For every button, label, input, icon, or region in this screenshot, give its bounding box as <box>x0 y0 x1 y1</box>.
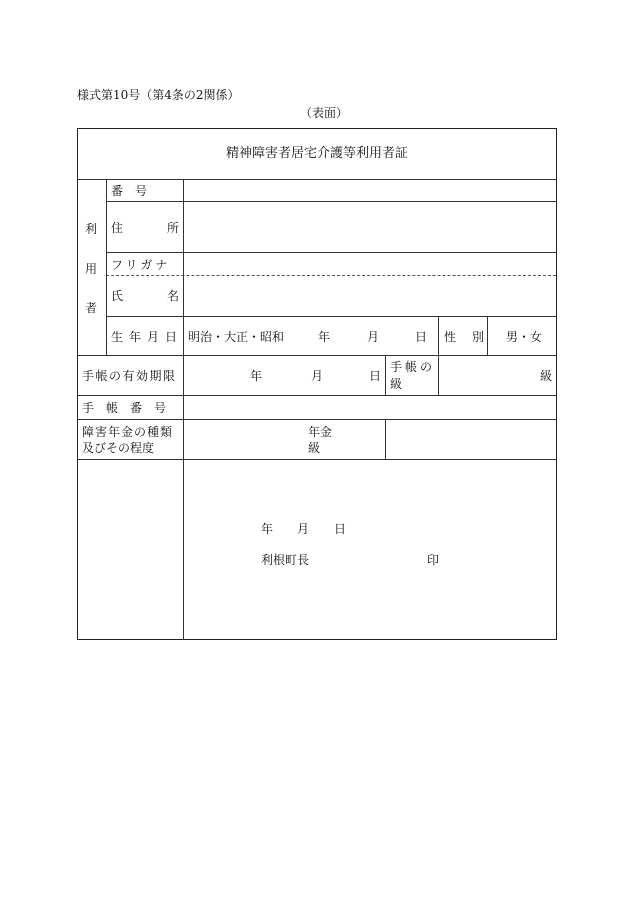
issuer-name: 利根町長 <box>261 553 310 567</box>
birthdate-label: 生年月日 <box>111 330 184 344</box>
pension-grade-unit: 級 <box>308 441 321 455</box>
name-label: 氏 名 <box>111 289 179 303</box>
issue-month-unit: 月 <box>297 522 310 536</box>
sex-label: 性 別 <box>444 330 484 344</box>
era-options: 明治・大正・昭和 <box>188 330 285 344</box>
birth-year-unit: 年 <box>318 330 331 344</box>
user-group-label-3: 者 <box>85 301 98 315</box>
validity-month-unit: 月 <box>311 369 324 383</box>
side-label: （表面） <box>300 106 349 120</box>
issue-day-unit: 日 <box>334 522 347 536</box>
pension-label-line1: 障害年金の種類 <box>82 425 174 439</box>
seal-mark: 印 <box>427 553 440 567</box>
validity-label: 手帳の有効期限 <box>82 369 177 383</box>
grade-unit: 級 <box>540 369 553 383</box>
birth-day-unit: 日 <box>415 330 428 344</box>
address-label: 住 所 <box>111 221 179 235</box>
birth-month-unit: 月 <box>367 330 380 344</box>
furigana-label: フリガナ <box>111 258 171 272</box>
form-id: 様式第10号（第4条の2関係） <box>77 88 240 102</box>
issue-year-unit: 年 <box>261 522 274 536</box>
user-group-label-1: 利 <box>85 222 98 236</box>
sex-options: 男・女 <box>506 330 543 344</box>
grade-label-line1: 手帳の <box>390 360 436 374</box>
number-label: 番 号 <box>111 184 148 198</box>
grade-label-line2: 級 <box>390 377 403 391</box>
validity-year-unit: 年 <box>250 369 263 383</box>
validity-day-unit: 日 <box>369 369 382 383</box>
pension-label-line2: 及びその程度 <box>82 441 155 455</box>
certificate-form <box>77 128 557 640</box>
user-group-label-2: 用 <box>85 262 98 276</box>
form-title: 精神障害者居宅介護等利用者証 <box>225 146 408 161</box>
booklet-number-label: 手 帳 番 号 <box>82 401 167 415</box>
pension-type-unit: 年金 <box>308 425 333 439</box>
